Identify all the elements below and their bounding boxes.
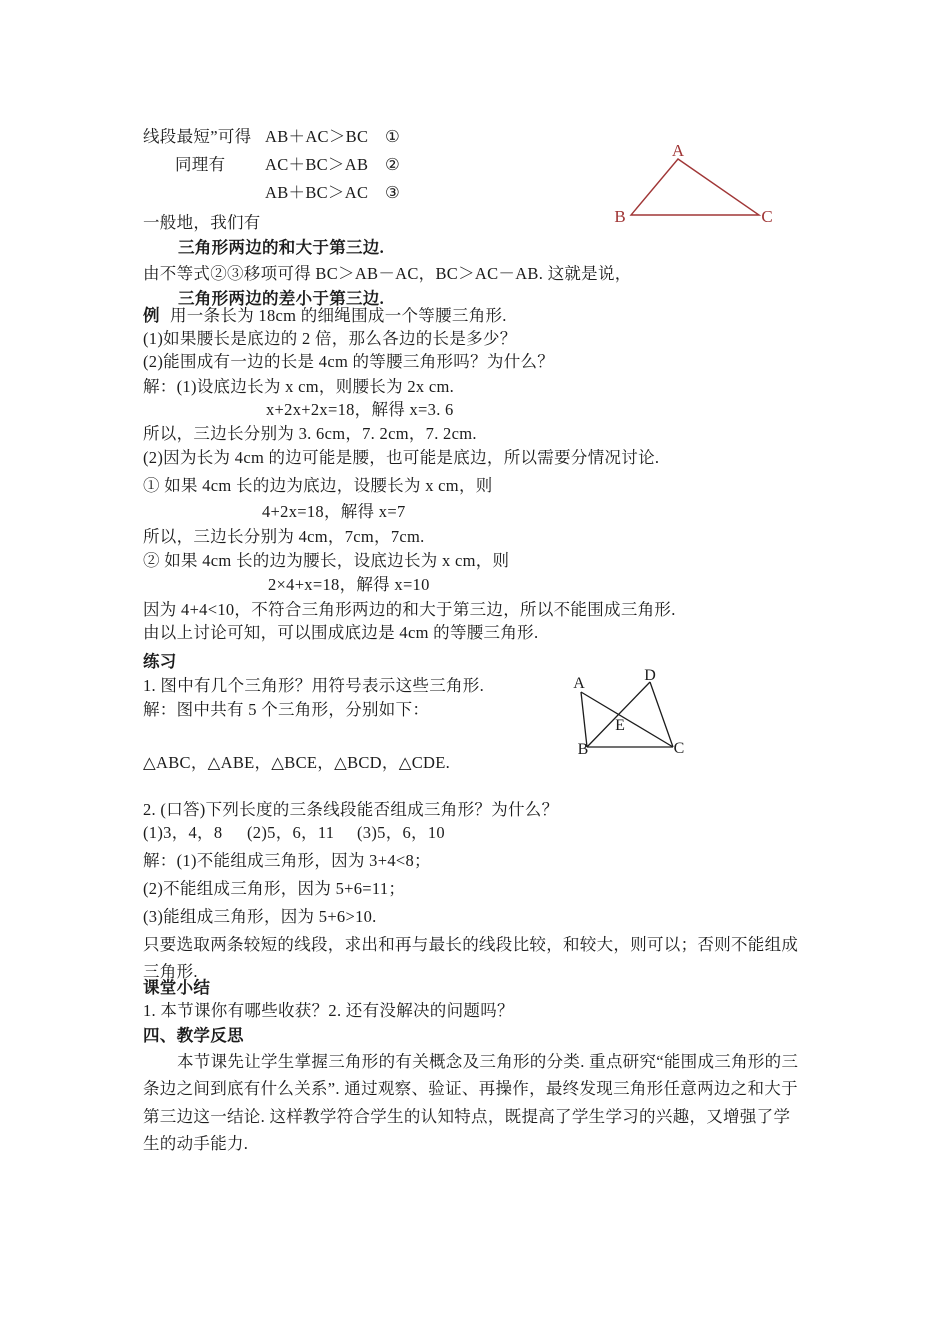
text-line: 第三边这一结论. 这样教学符合学生的认知特点，既提高了学生学习的兴趣，又增强了学 xyxy=(143,1107,791,1126)
text-line: 只要选取两条较短的线段，求出和再与最长的线段比较，和较大，则可以；否则不能组成 xyxy=(143,935,799,954)
text-line: (3)5，6，10 xyxy=(357,823,445,842)
text-line: ② 如果 4cm 长的边为腰长，设底边长为 x cm，则 xyxy=(143,551,510,570)
exercise-triangles-diagram xyxy=(545,655,705,760)
text-line: (2)因为长为 4cm 的边可能是腰，也可能是底边，所以需要分情况讨论. xyxy=(143,448,660,467)
vertex-label-d: D xyxy=(644,667,656,684)
text-line: 解：图中共有 5 个三角形，分别如下： xyxy=(143,700,430,719)
text-line: 1. 本节课你有哪些收获？2. 还有没解决的问题吗？ xyxy=(143,1001,514,1020)
text-line: 线段最短”可得 xyxy=(143,127,252,146)
text-line: 因为 4+4<10，不符合三角形两边的和大于第三边，所以不能围成三角形. xyxy=(143,600,676,619)
vertex-label-a: A xyxy=(671,141,685,160)
text-line: 4+2x=18，解得 x=7 xyxy=(262,502,406,521)
section-heading-class-summary: 课堂小结 xyxy=(143,978,211,997)
text-line: 1. 图中有几个三角形？用符号表示这些三角形. xyxy=(143,676,485,695)
text-line: 用一条长为 18cm 的细绳围成一个等腰三角形. xyxy=(170,306,507,325)
text-line: 三角形. xyxy=(143,962,198,981)
edge-bd xyxy=(587,682,650,747)
section-heading-teaching-reflection: 四、教学反思 xyxy=(143,1026,244,1045)
edge-ab xyxy=(581,692,587,747)
text-line: △ABC，△ABE，△BCE，△BCD，△CDE. xyxy=(143,753,451,772)
triangle-abc-outline xyxy=(631,159,759,215)
text-line: (3)能组成三角形，因为 5+6>10. xyxy=(143,907,377,926)
text-line: (2)能围成有一边的长是 4cm 的等腰三角形吗？为什么？ xyxy=(143,352,555,371)
text-line: ③ xyxy=(385,183,401,202)
triangle-abc-diagram xyxy=(612,136,787,231)
vertex-label-b: B xyxy=(577,741,589,758)
text-line: 由不等式②③移项可得 BC＞AB－AC，BC＞AC－AB. 这就是说， xyxy=(143,264,632,283)
text-line: 生的动手能力. xyxy=(143,1134,249,1153)
text-line: 所以，三边长分别为 3. 6cm，7. 2cm，7. 2cm. xyxy=(143,424,477,443)
text-line: 由以上讨论可知，可以围成底边是 4cm 的等腰三角形. xyxy=(143,623,539,642)
text-line: 解：(1)不能组成三角形，因为 3+4<8； xyxy=(143,851,431,870)
vertex-label-e: E xyxy=(615,717,625,734)
section-heading-practice: 练习 xyxy=(143,652,177,671)
example-label: 例 xyxy=(143,306,160,325)
theorem-difference: 三角形两边的差小于第三边. xyxy=(178,289,385,308)
vertex-label-a: A xyxy=(573,675,585,692)
text-line: 解：(1)设底边长为 x cm，则腰长为 2x cm. xyxy=(143,377,455,396)
text-line: 一般地，我们有 xyxy=(143,213,261,232)
vertex-label-c: C xyxy=(761,207,773,226)
text-line: (1)3，4，8 xyxy=(143,823,223,842)
text-line: 本节课先让学生掌握三角形的有关概念及三角形的分类. 重点研究“能围成三角形的三 xyxy=(177,1052,799,1071)
text-line: (1)如果腰长是底边的 2 倍，那么各边的长是多少？ xyxy=(143,329,517,348)
text-line: 条边之间到底有什么关系”. 通过观察、验证、再操作，最终发现三角形任意两边之和大于 xyxy=(143,1079,798,1098)
text-line: x+2x+2x=18，解得 x=3. 6 xyxy=(266,400,454,419)
text-line: 所以，三边长分别为 4cm，7cm，7cm. xyxy=(143,527,425,546)
text-line: ② xyxy=(385,155,401,174)
text-line: ① 如果 4cm 长的边为底边，设腰长为 x cm，则 xyxy=(143,476,493,495)
theorem-sum: 三角形两边的和大于第三边. xyxy=(178,238,385,257)
text-line: AC＋BC＞AB xyxy=(265,155,369,174)
text-line: ① xyxy=(385,127,401,146)
exercise-figure-edges xyxy=(581,682,673,747)
text-line: AB＋AC＞BC xyxy=(265,127,369,146)
vertex-label-c: C xyxy=(673,740,685,757)
text-line: AB＋BC＞AC xyxy=(265,183,369,202)
text-line: (2)5，6，11 xyxy=(247,823,335,842)
text-line: (2)不能组成三角形，因为 5+6=11； xyxy=(143,879,406,898)
text-line: 2. (口答)下列长度的三条线段能否组成三角形？为什么？ xyxy=(143,800,559,819)
text-line: 2×4+x=18，解得 x=10 xyxy=(268,575,430,594)
vertex-label-b: B xyxy=(614,207,626,226)
edge-dc xyxy=(650,682,673,747)
text-line: 同理有 xyxy=(175,155,226,174)
